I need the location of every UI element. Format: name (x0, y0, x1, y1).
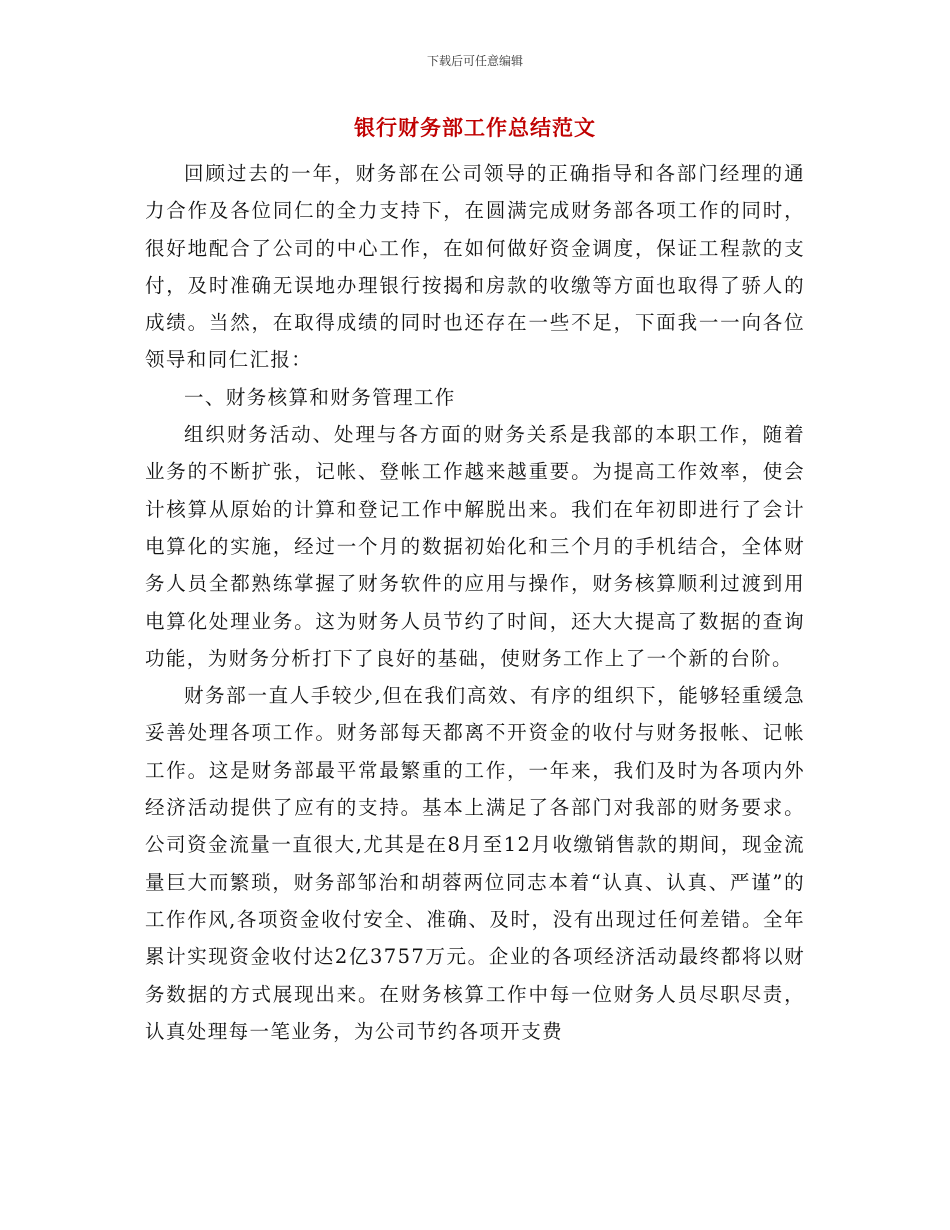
paragraph-intro: 回顾过去的一年，财务部在公司领导的正确指导和各部门经理的通力合作及各位同仁的全力支持下，在圆满完成财务部各项工作的同时，很好地配合了公司的中心工作，在如何做好资金调度，保证工程款的支付，及时准确无误地办理银行按揭和房款的收缴等方面也取得了骄人的成绩。当然，在取得成绩的同时也还存在一些不足，下面我一一向各位领导和同仁汇报： (145, 162, 805, 372)
paragraph-staffing: 财务部一直人手较少,但在我们高效、有序的组织下，能够轻重缓急妥善处理各项工作。财务部每天都离不开资金的收付与财务报帐、记帐工作。这是财务部最平常最繁重的工作，一年来，我们及时为各项内外经济活动提供了应有的支持。基本上满足了各部门对我部的财务要求。公司资金流量一直很大,尤其是在8月至12月收缴销售款的期间，现金流量巨大而繁琐，财务部邹治和胡蓉两位同志本着“认真、认真、严谨”的工作作风,各项资金收付安全、准确、及时，没有出现过任何差错。全年累计实现资金收付达2亿3757万元。企业的各项经济活动最终都将以财务数据的方式展现出来。在财务核算工作中每一位财务人员尽职尽责，认真处理每一笔业务，为公司节约各项开支费 (145, 684, 805, 1043)
header-note: 下载后可任意编辑 (426, 54, 523, 68)
paragraph-accounting: 组织财务活动、处理与各方面的财务关系是我部的本职工作，随着业务的不断扩张，记帐、登帐工作越来越重要。为提高工作效率，使会计核算从原始的计算和登记工作中解脱出来。我们在年初即进行了会计电算化的实施，经过一个月的数据初始化和三个月的手机结合，全体财务人员全都熟练掌握了财务软件的应用与操作，财务核算顺利过渡到用电算化处理业务。这为财务人员节约了时间，还大大提高了数据的查询功能，为财务分析打下了良好的基础，使财务工作上了一个新的台阶。 (145, 423, 805, 670)
section-heading: 一、财务核算和财务管理工作 (184, 385, 456, 409)
document-body (145, 155, 805, 1050)
document-title: 银行财务部工作总结范文 (354, 115, 596, 140)
